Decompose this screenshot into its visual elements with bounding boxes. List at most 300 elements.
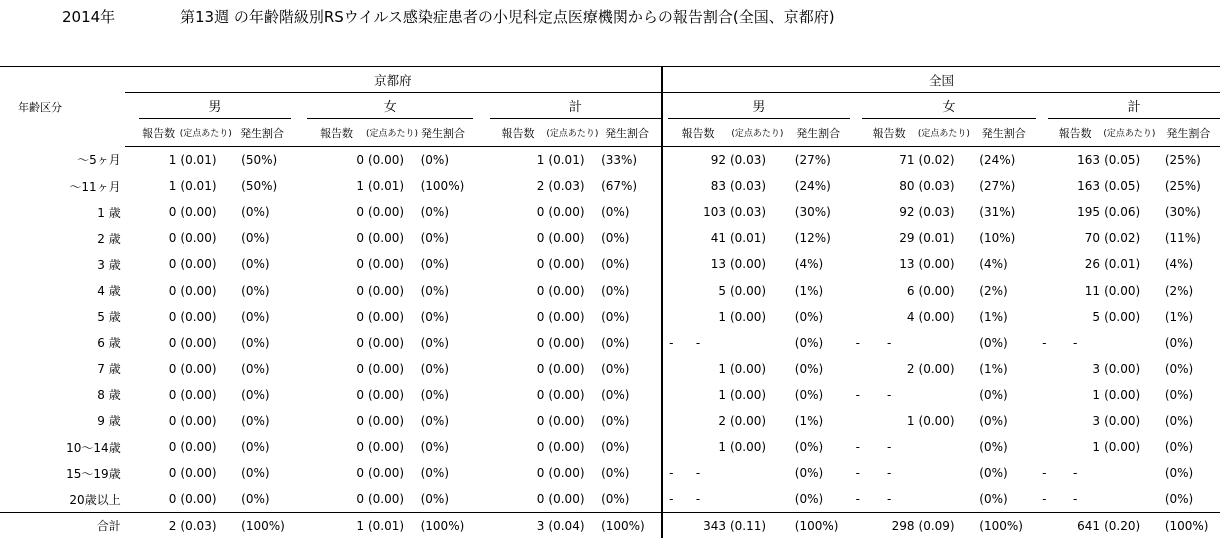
rate-cell: (0.00): [918, 283, 955, 298]
ratio-cell: (0%): [601, 440, 630, 455]
count-cell: 163: [1077, 179, 1101, 194]
rate-cell: (0.00): [548, 257, 585, 272]
age-label: 15～19歳: [66, 466, 121, 481]
spacer: [291, 304, 307, 330]
ratio-cell: (0%): [601, 492, 630, 507]
ratio-cell: (0%): [1164, 492, 1194, 507]
rate-cell: -: [886, 492, 892, 507]
count-cell: 0: [536, 466, 545, 481]
per-site-header: (定点あたり): [1102, 119, 1157, 147]
rate-cell: (0.05): [1104, 153, 1141, 168]
table-row: [0, 356, 1220, 382]
rate-cell: (0.02): [1104, 231, 1141, 246]
per-site-header: (定点あたり): [546, 119, 593, 147]
region-header-row: [0, 67, 1220, 93]
spacer: [917, 486, 972, 513]
sub-header-row: [0, 119, 1220, 147]
age-label: 3 歳: [97, 257, 121, 272]
count-cell: 0: [536, 283, 545, 298]
rate-cell: -: [695, 492, 701, 507]
age-label: 7 歳: [97, 362, 121, 377]
count-cell: 1: [1092, 387, 1101, 402]
per-site-header: (定点あたり): [366, 119, 413, 147]
per-site-header: (定点あたり): [917, 119, 972, 147]
ratio-cell: (0%): [420, 387, 450, 402]
spacer: [291, 460, 307, 486]
age-label: ～5ヶ月: [77, 153, 121, 168]
ratio-cell: (0%): [601, 283, 630, 298]
rate-cell: (0.00): [180, 283, 217, 298]
rate-cell: (0.00): [1104, 309, 1141, 324]
count-cell: 0: [536, 361, 545, 376]
count-cell: 195: [1077, 205, 1101, 220]
ratio-cell: (0%): [241, 231, 270, 246]
count-cell: 0: [536, 335, 545, 350]
spacer: [473, 408, 489, 434]
ratio-cell: (100%): [787, 513, 850, 538]
count-cell: 2: [536, 179, 545, 194]
spacer: [850, 513, 862, 538]
count-cell: 92: [899, 205, 915, 220]
spacer: [1036, 119, 1048, 147]
spacer: [1036, 356, 1048, 382]
rate-cell: (0.03): [729, 153, 767, 168]
title-text: 第13週 の年齢階級別RSウイルス感染症患者の小児科定点医療機関からの報告割合(全国、京都府): [180, 8, 835, 26]
count-cell: 1: [307, 513, 366, 538]
table-row: [0, 304, 1220, 330]
rate-cell: (0.00): [548, 309, 585, 324]
ratio-cell: (0%): [601, 205, 630, 220]
rate-cell: (0.00): [367, 335, 405, 350]
count-cell: 0: [356, 153, 364, 168]
spacer: [1102, 460, 1157, 486]
spacer: [1036, 513, 1048, 538]
count-cell: 0: [168, 335, 177, 350]
ratio-cell: (1%): [979, 309, 1008, 324]
ratio-cell: (0%): [420, 361, 450, 376]
rate-cell: (0.00): [729, 387, 767, 402]
rate-cell: (0.01): [180, 179, 217, 194]
table-row: [0, 486, 1220, 513]
spacer: [850, 408, 862, 434]
rate-cell: (0.00): [548, 440, 585, 455]
rate-cell: (0.04): [546, 513, 593, 538]
rate-cell: (0.00): [918, 257, 955, 272]
spacer: [125, 356, 139, 382]
rate-cell: -: [695, 466, 701, 481]
count-cell: 0: [356, 205, 364, 220]
ratio-cell: (27%): [794, 153, 831, 168]
rate-cell: (0.00): [180, 440, 217, 455]
ratio-cell: (25%): [1164, 179, 1201, 194]
count-cell: 1: [718, 309, 726, 324]
count-cell: 0: [356, 440, 364, 455]
age-distribution-table: [0, 66, 1220, 538]
rate-cell: -: [886, 387, 892, 402]
spacer: [1036, 408, 1048, 434]
spacer: [917, 460, 972, 486]
rate-cell: (0.11): [728, 513, 787, 538]
table-row: [0, 382, 1220, 408]
rate-cell: (0.00): [729, 440, 767, 455]
count-cell: 0: [536, 413, 545, 428]
table-row: [0, 173, 1220, 199]
ratio-cell: (10%): [979, 231, 1016, 246]
ratio-cell: (27%): [979, 179, 1016, 194]
count-cell: 0: [168, 387, 177, 402]
count-cell: 343: [668, 513, 728, 538]
ratio-cell: (0%): [601, 387, 630, 402]
spacer: [473, 434, 489, 460]
rate-cell: (0.00): [548, 413, 585, 428]
ratio-cell: (4%): [979, 257, 1008, 272]
spacer: [1036, 225, 1048, 251]
count-cell: 3: [1092, 413, 1101, 428]
sex-header: 女: [307, 93, 473, 119]
ratio-cell: (50%): [241, 153, 278, 168]
ratio-cell: (0%): [420, 440, 450, 455]
ratio-cell: (0%): [1164, 361, 1194, 376]
spacer: [473, 147, 489, 174]
ratio-cell: (0%): [794, 466, 824, 481]
ratio-cell: (0%): [420, 257, 450, 272]
ratio-header: 発生割合: [233, 119, 291, 147]
ratio-cell: (0%): [241, 335, 270, 350]
sex-header: 計: [490, 93, 662, 119]
rate-cell: (0.00): [729, 283, 767, 298]
rate-cell: (0.00): [729, 413, 767, 428]
table-row: [0, 251, 1220, 277]
spacer: [850, 199, 862, 225]
rate-cell: (0.00): [367, 413, 405, 428]
count-cell: 0: [536, 492, 545, 507]
spacer: [291, 225, 307, 251]
ratio-cell: (0%): [601, 466, 630, 481]
rate-cell: (0.00): [367, 283, 405, 298]
sex-header: 計: [1048, 93, 1220, 119]
ratio-cell: (0%): [979, 440, 1008, 455]
rate-cell: (0.00): [367, 257, 405, 272]
spacer: [473, 225, 489, 251]
rate-cell: (0.00): [180, 309, 217, 324]
spacer: [473, 382, 489, 408]
ratio-cell: (4%): [1164, 257, 1194, 272]
count-cell: 3: [1092, 361, 1101, 376]
ratio-cell: (11%): [1164, 231, 1201, 246]
count-cell: 13: [710, 257, 726, 272]
count-cell: -: [1042, 492, 1047, 507]
count-cell: 0: [168, 231, 177, 246]
spacer: [291, 93, 307, 119]
ratio-cell: (0%): [794, 492, 824, 507]
count-cell: 0: [168, 257, 177, 272]
ratio-cell: (0%): [241, 257, 270, 272]
rate-cell: (0.00): [180, 361, 217, 376]
spacer: [125, 460, 139, 486]
count-cell: 0: [536, 257, 545, 272]
age-label: 4 歳: [97, 284, 121, 299]
ratio-cell: (0%): [1164, 413, 1194, 428]
count-cell: 1: [718, 361, 726, 376]
rate-cell: (0.00): [180, 466, 217, 481]
age-label: 2 歳: [97, 231, 121, 246]
count-header: 報告数: [1048, 119, 1102, 147]
spacer: [125, 119, 139, 147]
rate-cell: (0.00): [367, 231, 405, 246]
table-row: [0, 408, 1220, 434]
count-cell: 6: [906, 283, 915, 298]
rate-cell: (0.00): [367, 153, 405, 168]
spacer: [1036, 93, 1048, 119]
spacer: [291, 147, 307, 174]
rate-cell: (0.01): [367, 179, 405, 194]
ratio-cell: (0%): [979, 387, 1008, 402]
rate-cell: -: [1073, 466, 1078, 481]
ratio-cell: (0%): [979, 335, 1008, 350]
count-cell: 1: [356, 179, 364, 194]
spacer: [850, 277, 862, 303]
spacer: [125, 173, 139, 199]
report-title: [0, 6, 1220, 28]
spacer: [473, 513, 489, 538]
count-cell: 298: [862, 513, 917, 538]
count-cell: 0: [168, 440, 177, 455]
spacer: [917, 434, 972, 460]
count-cell: 0: [168, 492, 177, 507]
count-cell: 26: [1084, 257, 1101, 272]
rate-cell: (0.00): [548, 361, 585, 376]
count-cell: -: [1042, 466, 1047, 481]
rate-cell: (0.01): [548, 153, 585, 168]
ratio-cell: (0%): [241, 361, 270, 376]
ratio-cell: (0%): [979, 413, 1008, 428]
rate-cell: (0.00): [180, 492, 217, 507]
spacer: [1036, 173, 1048, 199]
rate-cell: (0.00): [548, 466, 585, 481]
ratio-cell: (0%): [601, 361, 630, 376]
count-cell: 1: [168, 153, 177, 168]
spacer: [125, 251, 139, 277]
count-cell: 80: [899, 179, 915, 194]
rate-cell: (0.00): [729, 361, 767, 376]
rate-cell: (0.01): [1104, 257, 1141, 272]
ratio-cell: (0%): [241, 387, 270, 402]
count-cell: 5: [718, 283, 726, 298]
count-cell: 0: [356, 283, 364, 298]
count-cell: -: [855, 466, 860, 481]
spacer: [1102, 486, 1157, 513]
count-cell: 83: [710, 179, 726, 194]
rate-cell: (0.00): [548, 283, 585, 298]
spacer: [473, 330, 489, 356]
count-header: 報告数: [862, 119, 917, 147]
rate-cell: (0.00): [729, 309, 767, 324]
rate-cell: (0.00): [1104, 387, 1141, 402]
count-header: 報告数: [668, 119, 728, 147]
count-cell: 0: [168, 413, 177, 428]
ratio-cell: (0%): [241, 413, 270, 428]
ratio-header: 発生割合: [593, 119, 662, 147]
ratio-cell: (2%): [979, 283, 1008, 298]
count-cell: 0: [168, 309, 177, 324]
table-row: [0, 199, 1220, 225]
count-cell: 1: [718, 440, 726, 455]
rate-cell: (0.00): [548, 387, 585, 402]
region-header: 全国: [662, 67, 1220, 93]
ratio-header: 発生割合: [787, 119, 850, 147]
ratio-cell: (67%): [601, 179, 638, 194]
spacer: [473, 486, 489, 513]
spacer: [291, 330, 307, 356]
rate-cell: (0.00): [367, 309, 405, 324]
ratio-cell: (24%): [979, 153, 1016, 168]
spacer: [728, 330, 787, 356]
spacer: [291, 513, 307, 538]
table-row: [0, 225, 1220, 251]
table-row: [0, 460, 1220, 486]
count-cell: 0: [356, 257, 364, 272]
count-cell: -: [662, 460, 668, 486]
count-cell: -: [662, 486, 668, 513]
spacer: [473, 277, 489, 303]
count-cell: 2: [906, 361, 915, 376]
spacer: [1036, 434, 1048, 460]
age-label: ～11ヶ月: [69, 179, 121, 194]
ratio-cell: (0%): [420, 335, 450, 350]
rate-cell: (0.00): [918, 361, 955, 376]
rate-cell: (0.00): [367, 361, 405, 376]
ratio-cell: (25%): [1164, 153, 1201, 168]
spacer: [1036, 304, 1048, 330]
count-cell: 13: [899, 257, 915, 272]
ratio-cell: (1%): [794, 413, 824, 428]
spacer: [291, 486, 307, 513]
spacer: [473, 93, 489, 119]
count-cell: 29: [899, 231, 915, 246]
spacer: [473, 251, 489, 277]
ratio-cell: (0%): [241, 466, 270, 481]
spacer: [1036, 251, 1048, 277]
rate-cell: -: [886, 466, 892, 481]
spacer: [125, 382, 139, 408]
rate-cell: (0.00): [548, 335, 585, 350]
rate-cell: (0.03): [178, 513, 233, 538]
spacer: [1036, 277, 1048, 303]
ratio-cell: (0%): [601, 335, 630, 350]
spacer: [917, 382, 972, 408]
rate-cell: (0.00): [180, 413, 217, 428]
count-cell: 0: [356, 309, 364, 324]
spacer: [125, 277, 139, 303]
ratio-cell: (0%): [1164, 335, 1194, 350]
spacer: [125, 225, 139, 251]
rate-cell: (0.06): [1104, 205, 1141, 220]
ratio-cell: (50%): [241, 179, 278, 194]
count-cell: 4: [906, 309, 915, 324]
count-cell: 103: [703, 205, 726, 220]
count-cell: 2: [718, 413, 726, 428]
rate-cell: (0.00): [180, 205, 217, 220]
spacer: [473, 356, 489, 382]
spacer: [291, 356, 307, 382]
ratio-cell: (100%): [413, 513, 474, 538]
rate-cell: (0.03): [918, 205, 955, 220]
sex-header: 男: [668, 93, 849, 119]
count-header: 報告数: [307, 119, 366, 147]
spacer: [473, 173, 489, 199]
ratio-cell: (12%): [794, 231, 831, 246]
rate-cell: (0.00): [548, 205, 585, 220]
ratio-cell: (0%): [420, 231, 450, 246]
count-cell: 1: [536, 153, 545, 168]
count-header: 報告数: [490, 119, 547, 147]
spacer: [125, 513, 139, 538]
rate-cell: (0.00): [1104, 361, 1141, 376]
ratio-cell: (2%): [1164, 283, 1194, 298]
count-cell: 0: [536, 205, 545, 220]
count-cell: -: [662, 330, 668, 356]
spacer: [125, 486, 139, 513]
spacer: [125, 408, 139, 434]
count-cell: 0: [168, 466, 177, 481]
count-cell: 163: [1077, 153, 1101, 168]
sex-header-row: [0, 93, 1220, 119]
spacer: [291, 251, 307, 277]
age-label: 20歳以上: [69, 492, 121, 507]
rate-cell: (0.00): [367, 466, 405, 481]
rate-cell: (0.20): [1102, 513, 1157, 538]
rate-cell: (0.00): [1104, 283, 1141, 298]
count-cell: 1: [906, 413, 915, 428]
row-header[interactable]: 年齢区分: [0, 67, 125, 147]
ratio-cell: (0%): [794, 309, 824, 324]
ratio-cell: (0%): [241, 492, 270, 507]
count-cell: 0: [168, 205, 177, 220]
ratio-cell: (0%): [420, 283, 450, 298]
per-site-header: (定点あたり): [178, 119, 233, 147]
count-cell: -: [855, 335, 860, 350]
spacer: [473, 119, 489, 147]
ratio-cell: (0%): [420, 492, 450, 507]
count-cell: 0: [356, 413, 364, 428]
count-cell: 92: [710, 153, 726, 168]
ratio-cell: (0%): [979, 492, 1008, 507]
rate-cell: (0.01): [180, 153, 217, 168]
spacer: [473, 460, 489, 486]
count-cell: 1: [1092, 440, 1101, 455]
spacer: [125, 434, 139, 460]
sex-header: 女: [862, 93, 1036, 119]
spacer: [125, 304, 139, 330]
spacer: [1036, 199, 1048, 225]
rate-cell: (0.00): [180, 231, 217, 246]
rate-cell: (0.02): [918, 153, 955, 168]
ratio-cell: (0%): [601, 257, 630, 272]
rate-cell: -: [886, 335, 892, 350]
ratio-cell: (30%): [1164, 205, 1201, 220]
spacer: [850, 356, 862, 382]
region-header: 京都府: [125, 67, 662, 93]
ratio-cell: (0%): [601, 309, 630, 324]
spacer: [850, 93, 862, 119]
spacer: [291, 277, 307, 303]
spacer: [728, 460, 787, 486]
ratio-cell: (100%): [1157, 513, 1220, 538]
count-cell: 1: [168, 179, 177, 194]
spacer: [850, 119, 862, 147]
per-site-header: (定点あたり): [728, 119, 787, 147]
age-label: 9 歳: [97, 414, 121, 429]
